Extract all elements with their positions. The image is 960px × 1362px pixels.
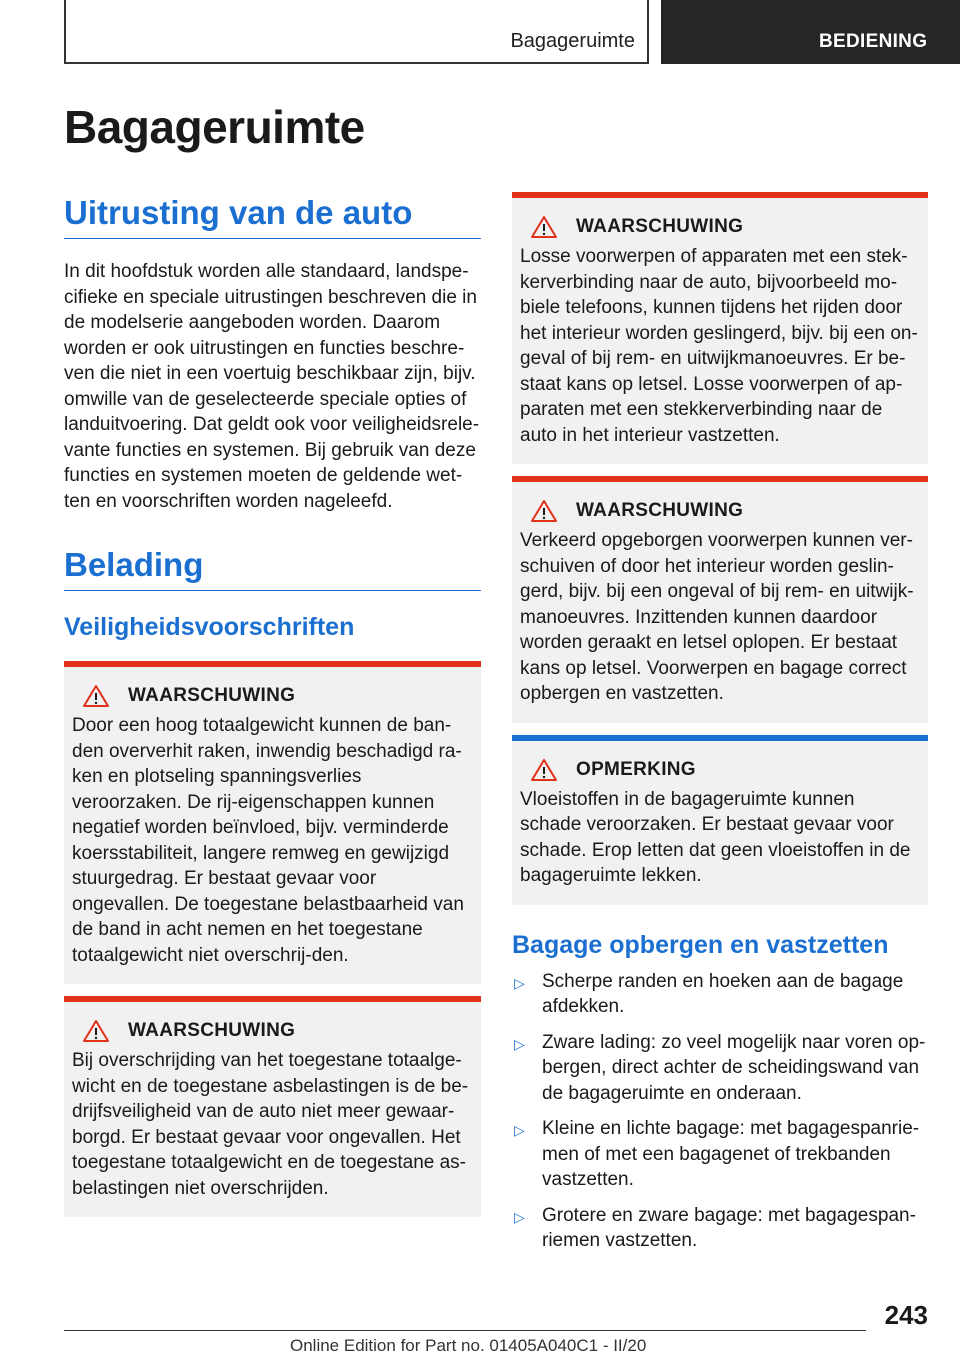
- list-item: ▷ Scherpe randen en hoeken aan de bagage afdekken.: [514, 970, 904, 1017]
- warning-text: Door een hoog totaalgewicht kunnen de ban-den oververhit raken, inwendig beschadigd ra-ken en plotseling spanningsverlies veroorzaken. De rij-eigenschappen kunnen negatief worden beïnvloed, bijv. verminderde koersstabiliteit, langere remweg en gewijzigd stuurgedrag. Er bestaat gevaar voor ongevallen. De toegestane belastbaarheid van de band in acht nemen en het toegestane totaalgewicht niet overschrij-den.: [72, 715, 464, 966]
- header-chapter-label: BEDIENING: [819, 31, 928, 52]
- section-heading-loading: Belading: [64, 544, 481, 591]
- list-item: ▷ Kleine en lichte bagage: met bagagespanrie-men of met een bagagenet of trekbanden vastzetten.: [514, 1118, 920, 1190]
- warning-box-stowed-objects: [512, 476, 928, 723]
- note-text: Vloeistoffen in de bagageruimte kunnen schade veroorzaken. Er bestaat gevaar voor schade. Erop letten dat geen vloeistoffen in de bagageruimte lekken.: [520, 788, 911, 886]
- warning-text: Verkeerd opgeborgen voorwerpen kunnen ver-schuiven of door het interieur worden geslin-gerd, bijv. bij een ongeval of bij rem- en uitwijk-manoeuvres. Inzittenden kunnen daardoor worden geraakt en letsel oplopen. Er bestaat kans op letsel. Voorwerpen en bagage correct opbergen en vastzetten.: [520, 530, 914, 704]
- triangle-bullet-icon: ▷: [514, 1035, 525, 1052]
- note-box-liquids: [512, 735, 928, 905]
- header-section-tab: [64, 0, 649, 64]
- header-chapter-tab: [661, 0, 960, 64]
- warning-box-header: [520, 498, 920, 524]
- warning-box-header: [520, 214, 920, 240]
- subheading-stowing: Bagage opbergen en vastzetten: [512, 930, 889, 959]
- triangle-bullet-icon: ▷: [514, 1122, 525, 1138]
- warning-box-loose-objects: [512, 192, 928, 464]
- note-box-header: [520, 757, 920, 783]
- triangle-bullet-icon: ▷: [514, 1208, 525, 1225]
- warning-text: Bij overschrijding van het toegestane totaalge-wicht en de toegestane asbelastingen is de be-drijfsveiligheid van de auto niet meer gewaar-borgd. Er bestaat gevaar voor ongevallen. Het toegestane totaalgewicht en de toegestane as-belastingen niet overschrijden.: [72, 1050, 469, 1199]
- warning-box-axle-load: [64, 996, 481, 1217]
- warning-box-header: [72, 683, 473, 709]
- warning-title: WAARSCHUWING: [128, 1020, 296, 1041]
- warning-title: WAARSCHUWING: [576, 216, 744, 237]
- right-column: [512, 192, 928, 1264]
- warning-triangle-icon: [530, 758, 558, 782]
- warning-box-header: [72, 1018, 473, 1044]
- warning-title: WAARSCHUWING: [128, 685, 296, 706]
- subheading-safety: Veiligheidsvoorschriften: [64, 613, 355, 641]
- triangle-bullet-icon: ▷: [514, 974, 525, 991]
- warning-text: Losse voorwerpen of apparaten met een stek-kerverbinding naar de auto, bijvoorbeeld mo-biele telefoons, kunnen tijdens het rijden door het interieur worden geslingerd, bijv. bij een on-geval of bij rem- en uitwijkmanoeuvres. Er be-staat kans op letsel. Losse voorwerpen of ap-paraten met een stekkerverbinding naar de auto in het interieur vastzetten.: [520, 246, 918, 446]
- note-title: OPMERKING: [576, 758, 696, 780]
- equipment-paragraph: In dit hoofdstuk worden alle standaard, landspe-cifieke en speciale uitrustingen beschreven die in de modelserie aangeboden worden. Daarom worden er ook uitrustingen en functies beschre-ven die niet in een voertuig beschikbaar zijn, bijv. omwille van de geselecteerde speciale opties of landuitvoering. Dat geldt ook voor veiligheidsrele-vante functies en systemen. Bij gebruik van deze functies en systemen moeten de geldende wet-ten en voorschriften worden nageleefd.: [64, 261, 480, 512]
- page-title: Bagageruimte: [64, 101, 365, 153]
- warning-triangle-icon: [530, 499, 558, 523]
- section-heading-equipment: Uitrusting van de auto: [64, 192, 481, 239]
- list-item: ▷ Zware lading: zo veel mogelijk naar voren op-bergen, direct achter de scheidingswand van de bagageruimte en onderaan.: [514, 1031, 926, 1104]
- warning-triangle-icon: [82, 1019, 110, 1043]
- page-number: 243: [884, 1300, 928, 1330]
- footer-edition: Online Edition for Part no. 01405A040C1 - II/20: [290, 1336, 647, 1355]
- warning-title: WAARSCHUWING: [576, 500, 744, 521]
- stowing-steps-list: [512, 969, 928, 1254]
- left-column: [64, 192, 481, 1217]
- header-section-label: Bagageruimte: [510, 30, 635, 52]
- warning-triangle-icon: [82, 684, 110, 708]
- warning-triangle-icon: [530, 215, 558, 239]
- list-item: ▷ Grotere en zware bagage: met bagagespan-riemen vastzetten.: [514, 1204, 916, 1251]
- warning-box-total-weight: [64, 661, 481, 984]
- footer-divider: [64, 1330, 866, 1331]
